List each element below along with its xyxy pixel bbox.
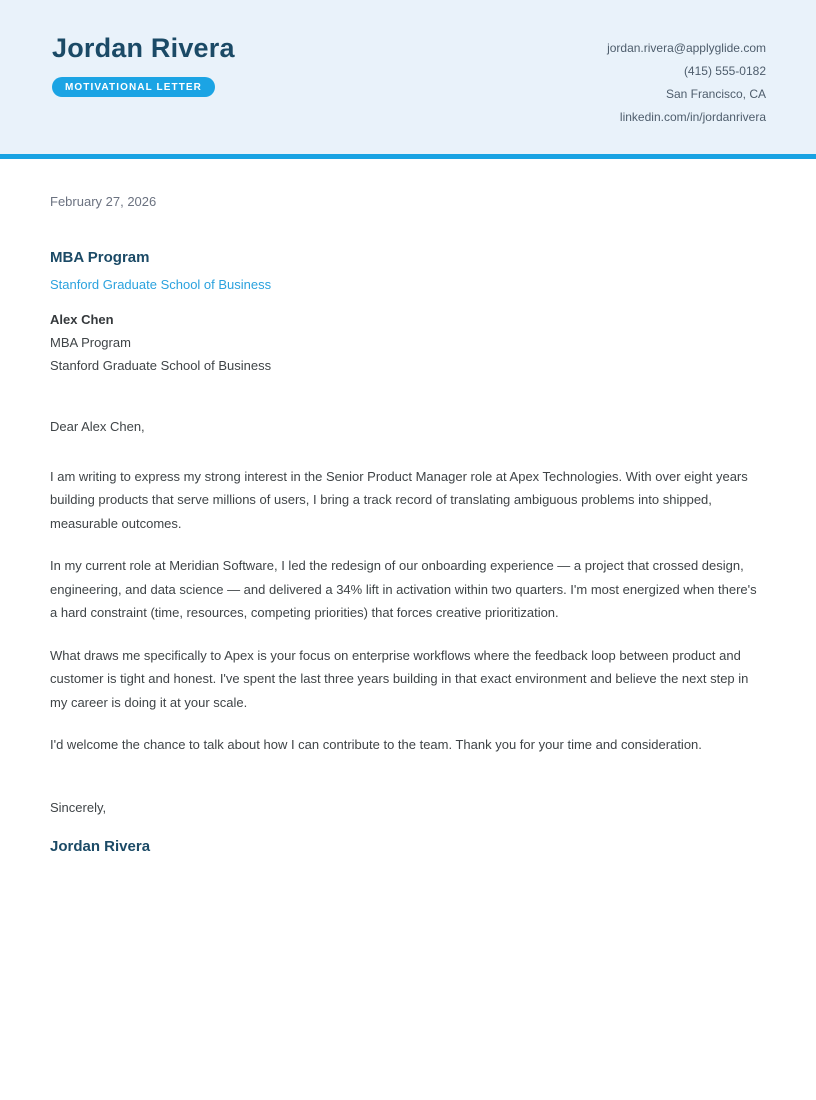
- document-type-badge: MOTIVATIONAL LETTER: [52, 77, 215, 97]
- recipient-program-heading: MBA Program: [50, 248, 150, 266]
- letter-header: [0, 0, 816, 159]
- closing: Sincerely,: [50, 799, 107, 815]
- header-identity: [52, 33, 235, 97]
- paragraph-intro: I am writing to express my strong interest in the Senior Product Manager role at Apex Technologies. With over eight years building products that serve millions of users, I bring a track record of translating ambiguous problems into shipped, measurable outcomes.: [50, 468, 748, 531]
- candidate-name: Jordan Rivera: [52, 33, 235, 63]
- salutation: Dear Alex Chen,: [50, 418, 145, 434]
- contact-block: [607, 33, 766, 129]
- recipient-school-link[interactable]: Stanford Graduate School of Business: [50, 276, 272, 292]
- contact-location: San Francisco, CA: [665, 87, 766, 101]
- contact-email: jordan.rivera@applyglide.com: [607, 41, 766, 55]
- letter-date: February 27, 2026: [50, 194, 157, 209]
- recipient-contact-program: MBA Program: [50, 334, 131, 350]
- recipient-contact-school: Stanford Graduate School of Business: [50, 357, 272, 373]
- signature-name: Jordan Rivera: [50, 838, 151, 856]
- contact-linkedin: linkedin.com/in/jordanrivera: [619, 110, 766, 124]
- contact-phone: (415) 555-0182: [683, 64, 766, 78]
- paragraph-motivation: What draws me specifically to Apex is your focus on enterprise workflows where the feedback loop between product and customer is tight and honest. I've spent the last three years building in that exact environment and believe the next step in my career is doing it at your scale.: [50, 647, 749, 710]
- recipient-contact: [50, 308, 766, 377]
- letter-body: [0, 194, 816, 857]
- paragraph-current-role: In my current role at Meridian Software, I led the redesign of our onboarding experience — a project that crossed design, engineering, and data science — and delivered a 34% lift in activation within two quarters. I'm most energized when there's a hard constraint (time, resources, competing priorities) that forces creative prioritization.: [50, 558, 757, 621]
- paragraph-thanks: I'd welcome the chance to talk about how I can contribute to the team. Thank you for your time and consideration.: [50, 737, 702, 753]
- recipient-contact-name: Alex Chen: [50, 311, 114, 327]
- recipient-block: [50, 249, 766, 377]
